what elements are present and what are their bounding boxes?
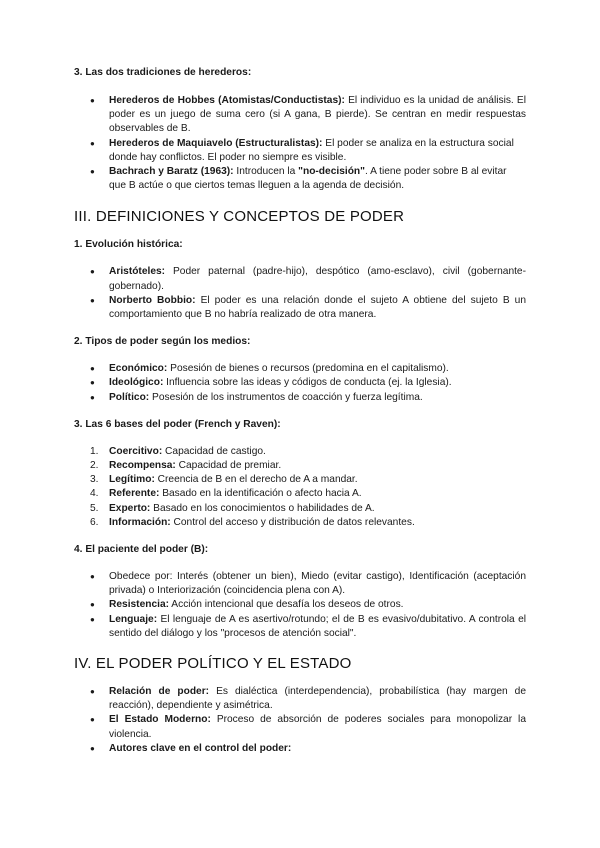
list-item — [74, 445, 526, 459]
bullet-icon — [90, 294, 95, 308]
item-text: Obedece por: Interés (obtener un bien), Miedo (evitar castigo), Identificación (aceptación privada) o Interiorización (coincidencia plena con A). — [109, 571, 526, 597]
bullet-icon — [90, 94, 95, 108]
item-text: Basado en los conocimientos o habilidades de A. — [150, 502, 375, 514]
list-item — [74, 137, 526, 165]
bullet-icon — [90, 165, 95, 179]
herederos-list — [74, 94, 526, 193]
list-item — [74, 265, 526, 293]
list-item — [74, 742, 526, 756]
bullet-icon — [90, 570, 95, 584]
item-text: Creencia de B en el derecho de A a mandar. — [154, 474, 358, 486]
section-herederos-heading: 3. Las dos tradiciones de herederos: — [74, 67, 252, 78]
bullet-icon — [90, 376, 95, 390]
item-number: 1. — [90, 445, 99, 457]
item-text: Basado en la identificación o afecto hacia A. — [159, 488, 362, 500]
item-term: Aristóteles: — [109, 266, 166, 278]
bullet-icon — [90, 713, 95, 727]
item-text: Proceso de absorción de poderes sociales para monopolizar la violencia. — [109, 714, 526, 740]
section-iv-heading: IV. EL PODER POLÍTICO Y EL ESTADO — [74, 655, 352, 673]
section-iii-heading: III. DEFINICIONES Y CONCEPTOS DE PODER — [74, 208, 405, 226]
bullet-icon — [90, 685, 95, 699]
item-term: Experto: — [109, 502, 151, 514]
list-item — [74, 391, 526, 405]
bullet-icon — [90, 598, 95, 612]
list-item — [74, 376, 526, 390]
item-text: Control del acceso y distribución de datos relevantes. — [170, 516, 415, 528]
item-term: Económico: — [109, 363, 168, 375]
list-item — [74, 473, 526, 487]
item-term: Lenguaje: — [109, 613, 158, 625]
item-term: Herederos de Maquiavelo (Estructuralistas): — [109, 137, 323, 149]
bullet-icon — [90, 137, 95, 151]
list-item — [74, 502, 526, 516]
list-item — [74, 487, 526, 501]
item-text: El poder se analiza en la estructura social donde hay conflictos. El poder no siempre es visible. — [109, 137, 514, 163]
item-term: El Estado Moderno: — [109, 714, 211, 726]
item-term: Ideológico: — [109, 377, 164, 389]
bullet-icon — [90, 613, 95, 627]
item-term: Bachrach y Baratz (1963): — [109, 166, 234, 178]
item-text: El lenguaje de A es asertivo/rotundo; el de B es evasivo/dubitativo. A controla el sentido del diálogo y los "procesos de atención social". — [109, 613, 526, 639]
item-term: Político: — [109, 391, 150, 403]
item-number: 2. — [90, 460, 99, 472]
item-text: Acción intencional que desafía los deseos de otros. — [169, 599, 404, 611]
bases-heading: 3. Las 6 bases del poder (French y Raven): — [74, 418, 281, 430]
list-item — [74, 165, 526, 193]
item-text: El individuo es la unidad de análisis. El poder es un juego de suma cero (si A gana, B pierde). Se centran en medir respuestas observables de B. — [109, 95, 526, 135]
bullet-icon — [90, 742, 95, 756]
item-term: Autores clave en el control del poder: — [109, 742, 292, 754]
paciente-heading: 4. El paciente del poder (B): — [74, 544, 209, 556]
paciente-list — [74, 570, 526, 641]
item-term: Norberto Bobbio: — [109, 294, 196, 306]
item-text: Influencia sobre las ideas y códigos de conducta (ej. la Iglesia). — [163, 377, 452, 389]
list-item — [74, 570, 526, 598]
item-text: Capacidad de premiar. — [175, 460, 282, 472]
item-term: Recompensa: — [109, 460, 176, 472]
list-item — [74, 294, 526, 322]
item-text: Poder paternal (padre-hijo), despótico (amo-esclavo), civil (gobernante-gobernado). — [109, 266, 526, 292]
bullet-icon — [90, 265, 95, 279]
item-number: 5. — [90, 502, 99, 514]
evolucion-list — [74, 265, 526, 322]
item-term: Coercitivo: — [109, 445, 163, 457]
evolucion-heading: 1. Evolución histórica: — [74, 239, 183, 251]
item-quote: "no-decisión" — [298, 166, 365, 178]
list-item — [74, 713, 526, 741]
bullet-icon — [90, 391, 95, 405]
bases-list — [74, 445, 526, 530]
item-number: 6. — [90, 516, 99, 528]
item-text: Introducen la — [233, 166, 299, 178]
item-text: Es dialéctica (interdependencia), probabilística (hay margen de reacción), dependiente y asimétrica. — [109, 686, 526, 712]
item-term: Relación de poder: — [109, 686, 210, 698]
tipos-list — [74, 362, 526, 405]
list-item — [74, 685, 526, 713]
item-text: Posesión de los instrumentos de coacción y fuerza legítima. — [149, 391, 423, 403]
list-item — [74, 459, 526, 473]
list-item — [74, 362, 526, 376]
item-term: Herederos de Hobbes (Atomistas/Conductistas): — [109, 95, 345, 106]
item-text: Capacidad de castigo. — [162, 445, 266, 457]
item-number: 3. — [90, 474, 99, 486]
item-term: Resistencia: — [109, 599, 170, 611]
item-text: El poder es una relación donde el sujeto A obtiene del sujeto B un comportamiento que B no habría realizado de otra manera. — [109, 294, 526, 321]
item-term: Referente: — [109, 488, 160, 500]
list-item — [74, 613, 526, 641]
item-number: 4. — [90, 488, 99, 500]
item-text: . A tiene poder sobre B al evitar que B actúe o que ciertos temas lleguen a la agenda de decisión. — [109, 166, 507, 192]
item-term: Legítimo: — [109, 474, 155, 486]
bullet-icon — [90, 362, 95, 376]
tipos-heading: 2. Tipos de poder según los medios: — [74, 336, 251, 348]
list-item — [74, 516, 526, 530]
item-term: Información: — [109, 516, 171, 528]
poder-politico-list — [74, 685, 526, 756]
list-item — [74, 94, 526, 137]
list-item — [74, 598, 526, 612]
item-text: Posesión de bienes o recursos (predomina en el capitalismo). — [167, 363, 449, 375]
